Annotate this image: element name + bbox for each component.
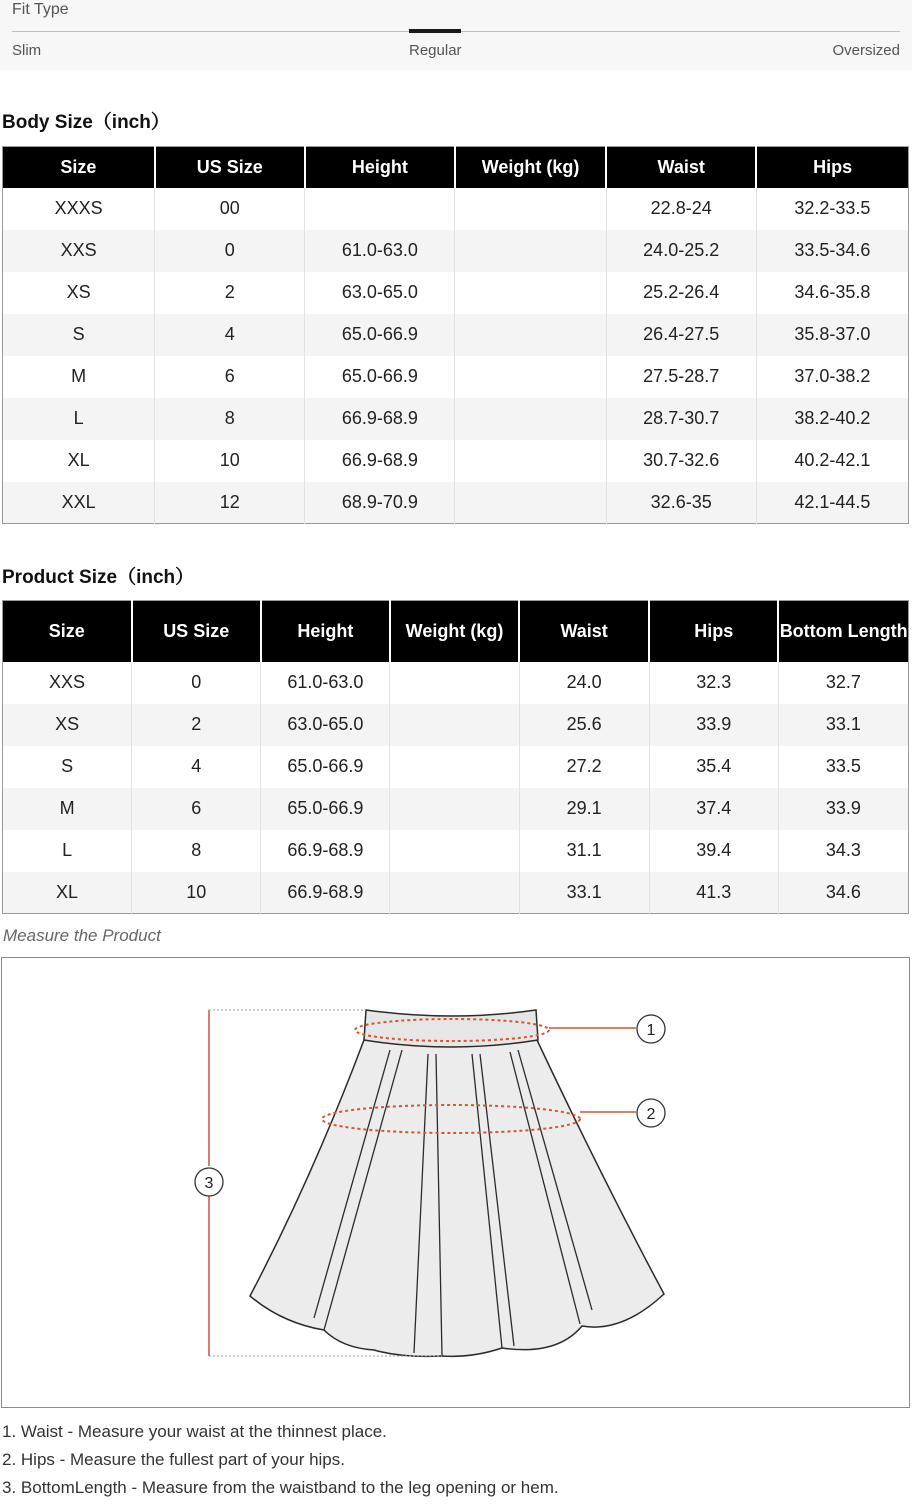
column-header: Bottom Length — [778, 601, 908, 662]
product-size-title: Product Size（inch） — [2, 567, 195, 588]
table-cell: S — [61, 756, 74, 776]
table-cell: 4 — [132, 746, 261, 788]
measure-diagram — [1, 957, 910, 1408]
marker-3 — [195, 1168, 223, 1196]
skirt-waistband — [364, 1010, 538, 1047]
table-cell: 66.9-68.9 — [305, 440, 455, 482]
table-cell: 30.7-32.6 — [606, 440, 756, 482]
table-cell: 32.7 — [778, 662, 908, 704]
table-cell: 33.1 — [519, 872, 649, 914]
table-cell: 68.9-70.9 — [305, 482, 455, 524]
table-cell: 12 — [155, 482, 305, 524]
table-row — [3, 188, 909, 230]
fit-option-oversized: Oversized — [832, 42, 900, 59]
table-cell: XXS — [49, 672, 86, 692]
table-cell: 34.6-35.8 — [756, 272, 908, 314]
table-cell: 8 — [132, 830, 261, 872]
table-row — [3, 398, 909, 440]
table-cell: 2 — [132, 704, 261, 746]
table-row — [3, 746, 909, 788]
table-cell: 63.0-65.0 — [261, 704, 390, 746]
column-header: US Size — [155, 147, 305, 188]
table-cell — [455, 272, 606, 314]
column-header: Height — [261, 601, 390, 662]
table-cell: 24.0 — [519, 662, 649, 704]
table-cell: S — [3, 314, 155, 356]
table-cell: 8 — [155, 398, 305, 440]
table-row — [3, 314, 909, 356]
table-cell: 65.0-66.9 — [305, 314, 455, 356]
column-header: Waist — [606, 147, 756, 188]
table-cell: L — [62, 840, 73, 860]
fit-option-regular: Regular — [409, 42, 462, 59]
table-cell: M — [3, 788, 132, 830]
column-header: Weight (kg) — [390, 601, 519, 662]
column-header: Size — [3, 147, 155, 188]
table-cell: XXL — [3, 482, 155, 524]
product-size-table — [2, 600, 909, 914]
table-cell — [305, 188, 455, 230]
column-header: Hips — [756, 147, 908, 188]
table-cell: 34.3 — [778, 830, 908, 872]
table-cell: 24.0-25.2 — [606, 230, 756, 272]
table-cell: M — [71, 366, 87, 386]
table-row — [3, 704, 909, 746]
skirt-body — [250, 1040, 664, 1356]
table-cell: 35.4 — [649, 746, 778, 788]
table-cell: XS — [3, 704, 132, 746]
table-cell — [455, 398, 606, 440]
table-cell: 65.0-66.9 — [261, 788, 390, 830]
table-cell: XL — [67, 450, 90, 470]
table-cell: 66.9-68.9 — [261, 830, 390, 872]
table-row — [3, 230, 909, 272]
table-cell — [455, 482, 606, 524]
table-cell: 25.2-26.4 — [606, 272, 756, 314]
table-cell — [390, 788, 519, 830]
table-row — [3, 830, 909, 872]
table-cell: 38.2-40.2 — [756, 398, 908, 440]
table-cell — [455, 356, 606, 398]
table-cell: 42.1-44.5 — [756, 482, 908, 524]
table-cell — [390, 662, 519, 704]
table-cell: 40.2-42.1 — [756, 440, 908, 482]
table-cell: 10 — [155, 440, 305, 482]
fit-type-label: Fit Type — [12, 1, 69, 18]
table-cell: 33.5 — [778, 746, 908, 788]
table-cell: 2 — [155, 272, 305, 314]
table-cell: 25.6 — [519, 704, 649, 746]
table-cell: 27.5-28.7 — [606, 356, 756, 398]
table-cell: 22.8-24 — [606, 188, 756, 230]
table-cell — [455, 440, 606, 482]
table-cell: 10 — [132, 872, 261, 914]
marker-2 — [637, 1099, 665, 1127]
table-cell: 29.1 — [519, 788, 649, 830]
measure-notes — [2, 1421, 559, 1505]
table-row — [3, 440, 909, 482]
table-cell: XL — [3, 872, 132, 914]
fit-type-marker — [409, 29, 461, 33]
note-bottom-length: 3. BottomLength - Measure from the waistband to the leg opening or hem. — [2, 1478, 559, 1497]
table-cell: 33.9 — [649, 704, 778, 746]
table-cell — [390, 830, 519, 872]
body-size-table — [2, 146, 909, 524]
table-cell: XS — [66, 282, 91, 302]
table-cell: 39.4 — [649, 830, 778, 872]
table-cell: 33.9 — [778, 788, 908, 830]
table-cell — [390, 872, 519, 914]
note-hips: 2. Hips - Measure the fullest part of your hips. — [2, 1450, 345, 1469]
body-size-title: Body Size（inch） — [2, 112, 170, 133]
table-cell: 61.0-63.0 — [261, 662, 390, 704]
table-row — [3, 272, 909, 314]
table-cell: 34.6 — [778, 872, 908, 914]
column-header: Height — [305, 147, 455, 188]
measure-caption: Measure the Product — [3, 926, 161, 945]
table-cell: 32.6-35 — [606, 482, 756, 524]
note-waist: 1. Waist - Measure your waist at the thinnest place. — [2, 1422, 387, 1441]
marker-1 — [637, 1015, 665, 1043]
table-cell — [390, 704, 519, 746]
table-cell: 65.0-66.9 — [261, 746, 390, 788]
table-cell: 37.4 — [649, 788, 778, 830]
table-cell — [390, 746, 519, 788]
table-cell: 35.8-37.0 — [756, 314, 908, 356]
table-cell: 66.9-68.9 — [305, 398, 455, 440]
table-cell: 33.5-34.6 — [756, 230, 908, 272]
table-cell: L — [3, 398, 155, 440]
table-cell: 26.4-27.5 — [606, 314, 756, 356]
table-cell: 28.7-30.7 — [606, 398, 756, 440]
table-cell — [455, 188, 606, 230]
table-cell: 41.3 — [649, 872, 778, 914]
table-cell: XXS — [3, 230, 155, 272]
table-cell: 6 — [155, 356, 305, 398]
table-cell: 31.1 — [519, 830, 649, 872]
table-row — [3, 482, 909, 524]
column-header: US Size — [132, 601, 261, 662]
table-row — [3, 662, 909, 704]
table-cell: 4 — [155, 314, 305, 356]
marker-1-label: 1 — [646, 1022, 656, 1039]
fit-type-scale — [0, 0, 912, 70]
skirt-illustration — [2, 958, 909, 1407]
column-header: Waist — [519, 601, 649, 662]
marker-2-label: 2 — [646, 1106, 656, 1123]
column-header: Hips — [649, 601, 778, 662]
table-row — [3, 872, 909, 914]
table-cell: 61.0-63.0 — [305, 230, 455, 272]
table-cell: 0 — [132, 662, 261, 704]
table-cell: 32.3 — [649, 662, 778, 704]
table-row — [3, 788, 909, 830]
table-cell: 27.2 — [519, 746, 649, 788]
column-header: Weight (kg) — [455, 147, 606, 188]
table-cell: 0 — [155, 230, 305, 272]
table-cell: 6 — [132, 788, 261, 830]
column-header: Size — [3, 601, 132, 662]
marker-3-label: 3 — [204, 1175, 214, 1192]
table-cell: 33.1 — [778, 704, 908, 746]
table-row — [3, 356, 909, 398]
table-cell: 66.9-68.9 — [261, 872, 390, 914]
table-cell: 63.0-65.0 — [305, 272, 455, 314]
table-cell: 32.2-33.5 — [756, 188, 908, 230]
table-cell: XXXS — [54, 198, 103, 218]
table-cell: 65.0-66.9 — [305, 356, 455, 398]
table-cell: 37.0-38.2 — [756, 356, 908, 398]
table-cell — [455, 230, 606, 272]
fit-option-slim: Slim — [12, 42, 42, 59]
table-cell: 00 — [155, 188, 305, 230]
table-cell — [455, 314, 606, 356]
